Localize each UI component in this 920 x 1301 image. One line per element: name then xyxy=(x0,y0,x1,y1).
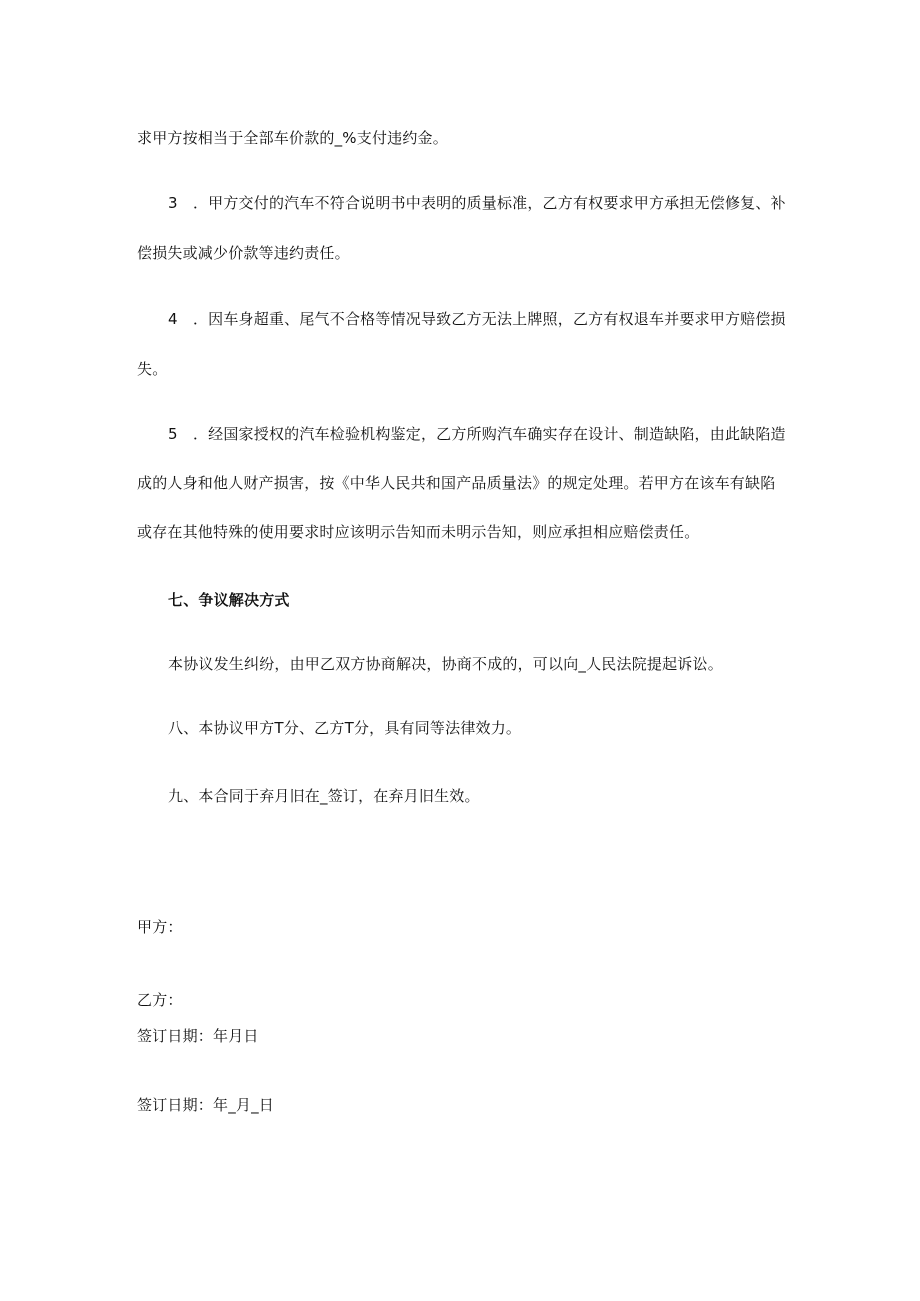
clause-4-line-1: 4 ．因车身超重、尾气不合格等情况导致乙方无法上牌照，乙方有权退车并要求甲方赔偿损 xyxy=(168,310,786,328)
signing-date-2: 签订日期：年_月_日 xyxy=(137,1096,275,1114)
section-8: 八、本协议甲方T分、乙方T分，具有同等法律效力。 xyxy=(168,719,522,737)
clause-3-line-1: 3 ．甲方交付的汽车不符合说明书中表明的质量标准，乙方有权要求甲方承担无偿修复、补 xyxy=(168,194,786,212)
section-7-body: 本协议发生纠纷，由甲乙双方协商解决，协商不成的，可以向_人民法院提起诉讼。 xyxy=(168,655,723,673)
clause-5-line-3: 或存在其他特殊的使用要求时应该明示告知而未明示告知，则应承担相应赔偿责任。 xyxy=(137,523,700,541)
clause-5-line-1: 5 ．经国家授权的汽车检验机构鉴定，乙方所购汽车确实存在设计、制造缺陷，由此缺陷造 xyxy=(168,425,786,443)
party-a-label: 甲方： xyxy=(137,918,183,936)
clause-3-line-2: 偿损失或减少价款等违约责任。 xyxy=(137,244,350,262)
section-9: 九、本合同于弃月旧在_签订，在弃月旧生效。 xyxy=(168,787,480,805)
clause-penalty-continued: 求甲方按相当于全部车价款的_%支付违约金。 xyxy=(137,129,448,147)
clause-4-line-2: 失。 xyxy=(137,360,168,378)
clause-5-line-2: 成的人身和他人财产损害，按《中华人民共和国产品质量法》的规定处理。若甲方在该车有缺陷 xyxy=(137,474,776,492)
section-7-heading: 七、争议解决方式 xyxy=(168,591,290,609)
party-b-label: 乙方： xyxy=(137,991,183,1009)
signing-date-1: 签订日期：年月日 xyxy=(137,1027,259,1045)
